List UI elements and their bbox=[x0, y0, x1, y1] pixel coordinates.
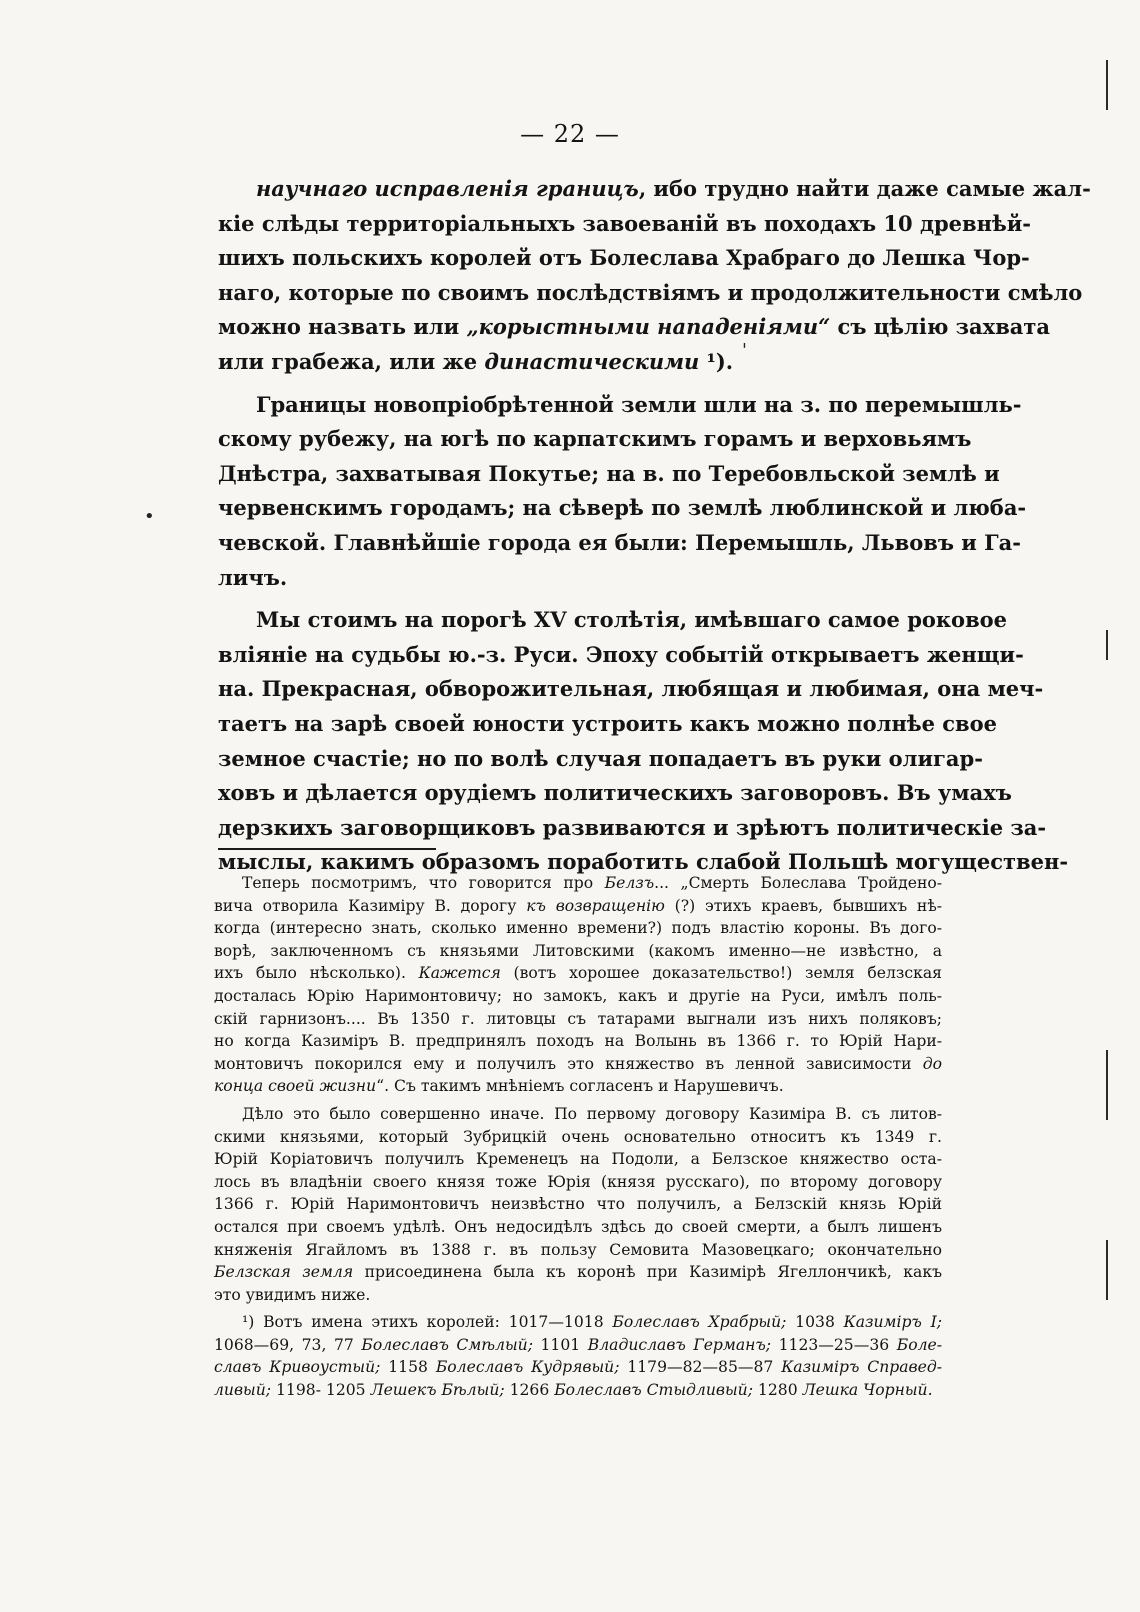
text-segment: на. Прекрасная, обворожительная, любящая и любимая, она меч- bbox=[218, 676, 1044, 702]
footnote-paragraph-3 bbox=[214, 1311, 942, 1401]
text-segment: скому рубежу, на югѣ по карпатскимъ горамъ и верховьямъ bbox=[218, 426, 972, 452]
text-segment: 1101 bbox=[532, 1335, 588, 1354]
text-line bbox=[218, 707, 998, 742]
scan-edge-mark bbox=[1106, 1240, 1108, 1300]
italic-text: Боле- bbox=[896, 1335, 943, 1354]
text-line bbox=[218, 776, 1012, 811]
text-segment: Границы новопріобрѣтенной земли шли на з. по перемышль- bbox=[256, 391, 1022, 417]
text-line bbox=[218, 457, 1000, 492]
footnote-paragraph-1 bbox=[214, 872, 942, 1098]
text-line bbox=[214, 940, 942, 963]
italic-text: конца своей жизни bbox=[214, 1077, 377, 1096]
italic-text: до bbox=[922, 1054, 942, 1073]
text-line bbox=[218, 672, 1044, 707]
text-segment: чевской. Главнѣйшіе города ея были: Перемышль, Львовъ и Га- bbox=[218, 529, 1022, 555]
text-line bbox=[214, 962, 942, 985]
text-segment: 1266 bbox=[504, 1381, 555, 1400]
text-line bbox=[218, 172, 1091, 207]
text-segment: ворѣ, заключенномъ съ князьями Литовскими (какомъ именно—не извѣстно, а bbox=[214, 941, 942, 960]
text-segment: вліяніе на судьбы ю.-з. Руси. Эпоху событій открываетъ женщи- bbox=[218, 641, 1024, 667]
text-segment: земное счастіе; но по волѣ случая попадаетъ въ руки олигар- bbox=[218, 745, 983, 771]
text-segment: таетъ на зарѣ своей юности устроить какъ можно полнѣе свое bbox=[218, 710, 998, 736]
text-segment: Мы стоимъ на порогѣ XV столѣтія, имѣвшаго самое роковое bbox=[256, 607, 1008, 633]
text-segment: ховъ и дѣлается орудіемъ политическихъ заговоровъ. Въ умахъ bbox=[218, 780, 1012, 806]
text-segment: личъ. bbox=[218, 564, 288, 590]
text-segment: остался при своемъ удѣлѣ. Онъ недосидѣлъ здѣсь до своей смерти, а былъ лишенъ bbox=[214, 1217, 942, 1236]
text-line bbox=[214, 1334, 942, 1357]
text-segment: Дѣло это было совершенно иначе. По первому договору Казиміра В. съ литов- bbox=[242, 1104, 942, 1123]
text-segment: , ибо трудно найти даже самые жал- bbox=[638, 176, 1091, 201]
italic-text: Болеславъ Стыдливый; bbox=[554, 1381, 753, 1400]
text-segment: кіе слѣды территоріальныхъ завоеваній въ походахъ 10 древнѣй- bbox=[218, 210, 1032, 236]
italic-text: Болеславъ Храбрый; bbox=[612, 1313, 787, 1332]
italic-text: ливый; bbox=[214, 1381, 272, 1400]
text-line bbox=[214, 1193, 942, 1216]
text-line bbox=[214, 1126, 942, 1149]
text-line bbox=[214, 1053, 942, 1076]
text-segment: мыслы, какимъ образомъ поработить слабой Польшѣ могуществен- bbox=[218, 849, 1069, 875]
footnotes bbox=[214, 872, 942, 1402]
text-line bbox=[218, 526, 1022, 561]
text-segment: скій гарнизонъ.... Въ 1350 г. литовцы съ татарами выгнали изъ нихъ поляковъ; bbox=[214, 1009, 942, 1028]
text-line bbox=[214, 1216, 942, 1239]
main-paragraph-3 bbox=[218, 603, 1069, 880]
text-segment: ихъ было нѣсколько). bbox=[214, 964, 419, 983]
scan-edge-mark bbox=[1106, 1050, 1108, 1120]
text-segment: лось въ владѣніи своего князя тоже Юрія (князя русскаго), по второму договору bbox=[214, 1172, 942, 1191]
text-line bbox=[214, 895, 942, 918]
text-line bbox=[214, 1103, 942, 1126]
italic-text: къ возвращенію bbox=[526, 896, 665, 915]
italic-text: Белзъ bbox=[604, 874, 655, 892]
text-line bbox=[218, 422, 972, 457]
text-segment: ... „Смерть Болеслава Тройдено- bbox=[654, 874, 942, 892]
text-line bbox=[214, 1075, 942, 1098]
text-line bbox=[218, 742, 983, 777]
text-line bbox=[218, 638, 1024, 673]
italic-text: Лешка Чорный. bbox=[802, 1381, 933, 1400]
text-segment: 1038 bbox=[786, 1313, 844, 1332]
text-segment: досталась Юрію Наримонтовичу; но замокъ, какъ и другіе на Руси, имѣлъ поль- bbox=[214, 986, 942, 1005]
text-segment: монтовичъ покорился ему и получилъ это княжество въ ленной зависимости bbox=[214, 1054, 923, 1073]
text-segment: это увидимъ ниже. bbox=[214, 1285, 371, 1304]
italic-text: славъ Кривоустый; bbox=[214, 1358, 381, 1377]
text-line bbox=[214, 985, 942, 1008]
text-segment: вича отворила Казиміру В. дорогу bbox=[214, 896, 527, 915]
text-line bbox=[214, 1171, 942, 1194]
text-segment: Днѣстра, захватывая Покутье; на в. по Теребовльской землѣ и bbox=[218, 460, 1000, 486]
text-line bbox=[218, 276, 1083, 311]
scan-edge-mark bbox=[1106, 630, 1108, 660]
text-segment: 1068—69, 73, 77 bbox=[214, 1335, 362, 1354]
text-line bbox=[218, 561, 940, 596]
text-segment: когда (интересно знать, сколько именно времени?) подъ властію короны. Въ дого- bbox=[214, 919, 942, 938]
footnote-separator bbox=[218, 848, 436, 850]
footnote-paragraph-2 bbox=[214, 1103, 942, 1306]
text-segment: скими князьями, который Зубрицкій очень основательно относитъ къ 1349 г. bbox=[214, 1127, 942, 1146]
text-segment: Юрій Коріатовичъ получилъ Кременецъ на Подоли, а Белзское княжество оста- bbox=[214, 1150, 942, 1169]
margin-dot: • bbox=[144, 506, 155, 527]
text-line bbox=[214, 1356, 942, 1379]
text-segment: “. Съ такимъ мнѣніемъ согласенъ и Нарушевичъ. bbox=[376, 1077, 784, 1096]
main-paragraph-2 bbox=[218, 388, 1027, 596]
text-segment: съ цѣлію захвата bbox=[830, 314, 1051, 340]
main-paragraph-1 bbox=[218, 172, 1091, 380]
page-number: — 22 — bbox=[520, 120, 620, 148]
text-segment: но когда Казиміръ В. предпринялъ походъ на Волынь въ 1366 г. то Юрій Нари- bbox=[214, 1032, 942, 1051]
text-line bbox=[218, 811, 1047, 846]
text-line bbox=[214, 1148, 942, 1171]
text-segment: присоединена была къ коронѣ при Казимірѣ Ягеллончикѣ, какъ bbox=[353, 1263, 942, 1282]
italic-text: Владиславъ Германъ; bbox=[587, 1335, 772, 1354]
italic-text: Белзская земля bbox=[214, 1263, 354, 1282]
italic-text: династическими bbox=[484, 348, 700, 374]
text-segment: ¹). bbox=[699, 348, 734, 374]
italic-text: научнаго исправленія границъ bbox=[256, 176, 639, 201]
main-text bbox=[218, 172, 1091, 880]
margin-tick: ' bbox=[742, 340, 747, 361]
text-segment: 1366 г. Юрій Наримонтовичъ неизвѣстно что получилъ, а Белзскій князь Юрій bbox=[214, 1195, 942, 1214]
text-segment: (?) этихъ краевъ, бывшихъ нѣ- bbox=[664, 896, 942, 915]
italic-text: Кажется bbox=[418, 964, 501, 983]
text-line bbox=[218, 388, 1022, 423]
text-line bbox=[218, 207, 1032, 242]
italic-text: Лешекъ Бѣлый; bbox=[370, 1381, 505, 1400]
italic-text: Болеславъ Смѣлый; bbox=[361, 1335, 533, 1354]
text-segment: или грабежа, или же bbox=[218, 348, 485, 374]
text-segment: ¹) Вотъ имена этихъ королей: 1017—1018 bbox=[242, 1313, 613, 1332]
text-segment: 1179—82—85—87 bbox=[619, 1358, 782, 1377]
text-segment: 1198- 1205 bbox=[271, 1381, 371, 1400]
italic-text: „корыстными нападеніями“ bbox=[466, 314, 831, 340]
text-line bbox=[214, 917, 942, 940]
text-line bbox=[218, 241, 1030, 276]
text-line bbox=[218, 491, 1027, 526]
italic-text: Казиміръ Справед- bbox=[781, 1358, 942, 1377]
text-line bbox=[214, 1311, 942, 1334]
text-segment: (вотъ хорошее доказательство!) земля белзская bbox=[500, 964, 942, 983]
text-segment: 1280 bbox=[752, 1381, 803, 1400]
text-segment: княженія Ягайломъ въ 1388 г. въ пользу Семовита Мазовецкаго; окончательно bbox=[214, 1240, 942, 1259]
text-line bbox=[214, 1008, 942, 1031]
text-line bbox=[214, 1239, 942, 1262]
text-line bbox=[218, 603, 1008, 638]
text-line bbox=[214, 1030, 942, 1053]
italic-text: Казиміръ I; bbox=[843, 1313, 942, 1332]
text-segment: дерзкихъ заговорщиковъ развиваются и зрѣютъ политическіе за- bbox=[218, 814, 1047, 840]
text-segment: наго, которые по своимъ послѣдствіямъ и продолжительности смѣло bbox=[218, 279, 1083, 305]
text-line bbox=[218, 310, 1051, 345]
scan-edge-mark bbox=[1106, 60, 1108, 110]
text-line bbox=[214, 1261, 942, 1284]
text-segment: 1123—25—36 bbox=[771, 1335, 897, 1354]
text-line bbox=[214, 1284, 942, 1307]
text-segment: шихъ польскихъ королей отъ Болеслава Храбраго до Лешка Чор- bbox=[218, 245, 1030, 271]
text-segment: можно назвать или bbox=[218, 314, 467, 340]
text-line bbox=[214, 1379, 942, 1402]
text-line bbox=[214, 872, 942, 895]
text-segment: червенскимъ городамъ; на сѣверѣ по землѣ люблинской и люба- bbox=[218, 495, 1027, 521]
text-segment: 1158 bbox=[380, 1358, 436, 1377]
italic-text: Болеславъ Кудрявый; bbox=[435, 1358, 620, 1377]
text-segment: Теперь посмотримъ, что говорится про bbox=[242, 874, 605, 892]
text-line bbox=[218, 345, 940, 380]
